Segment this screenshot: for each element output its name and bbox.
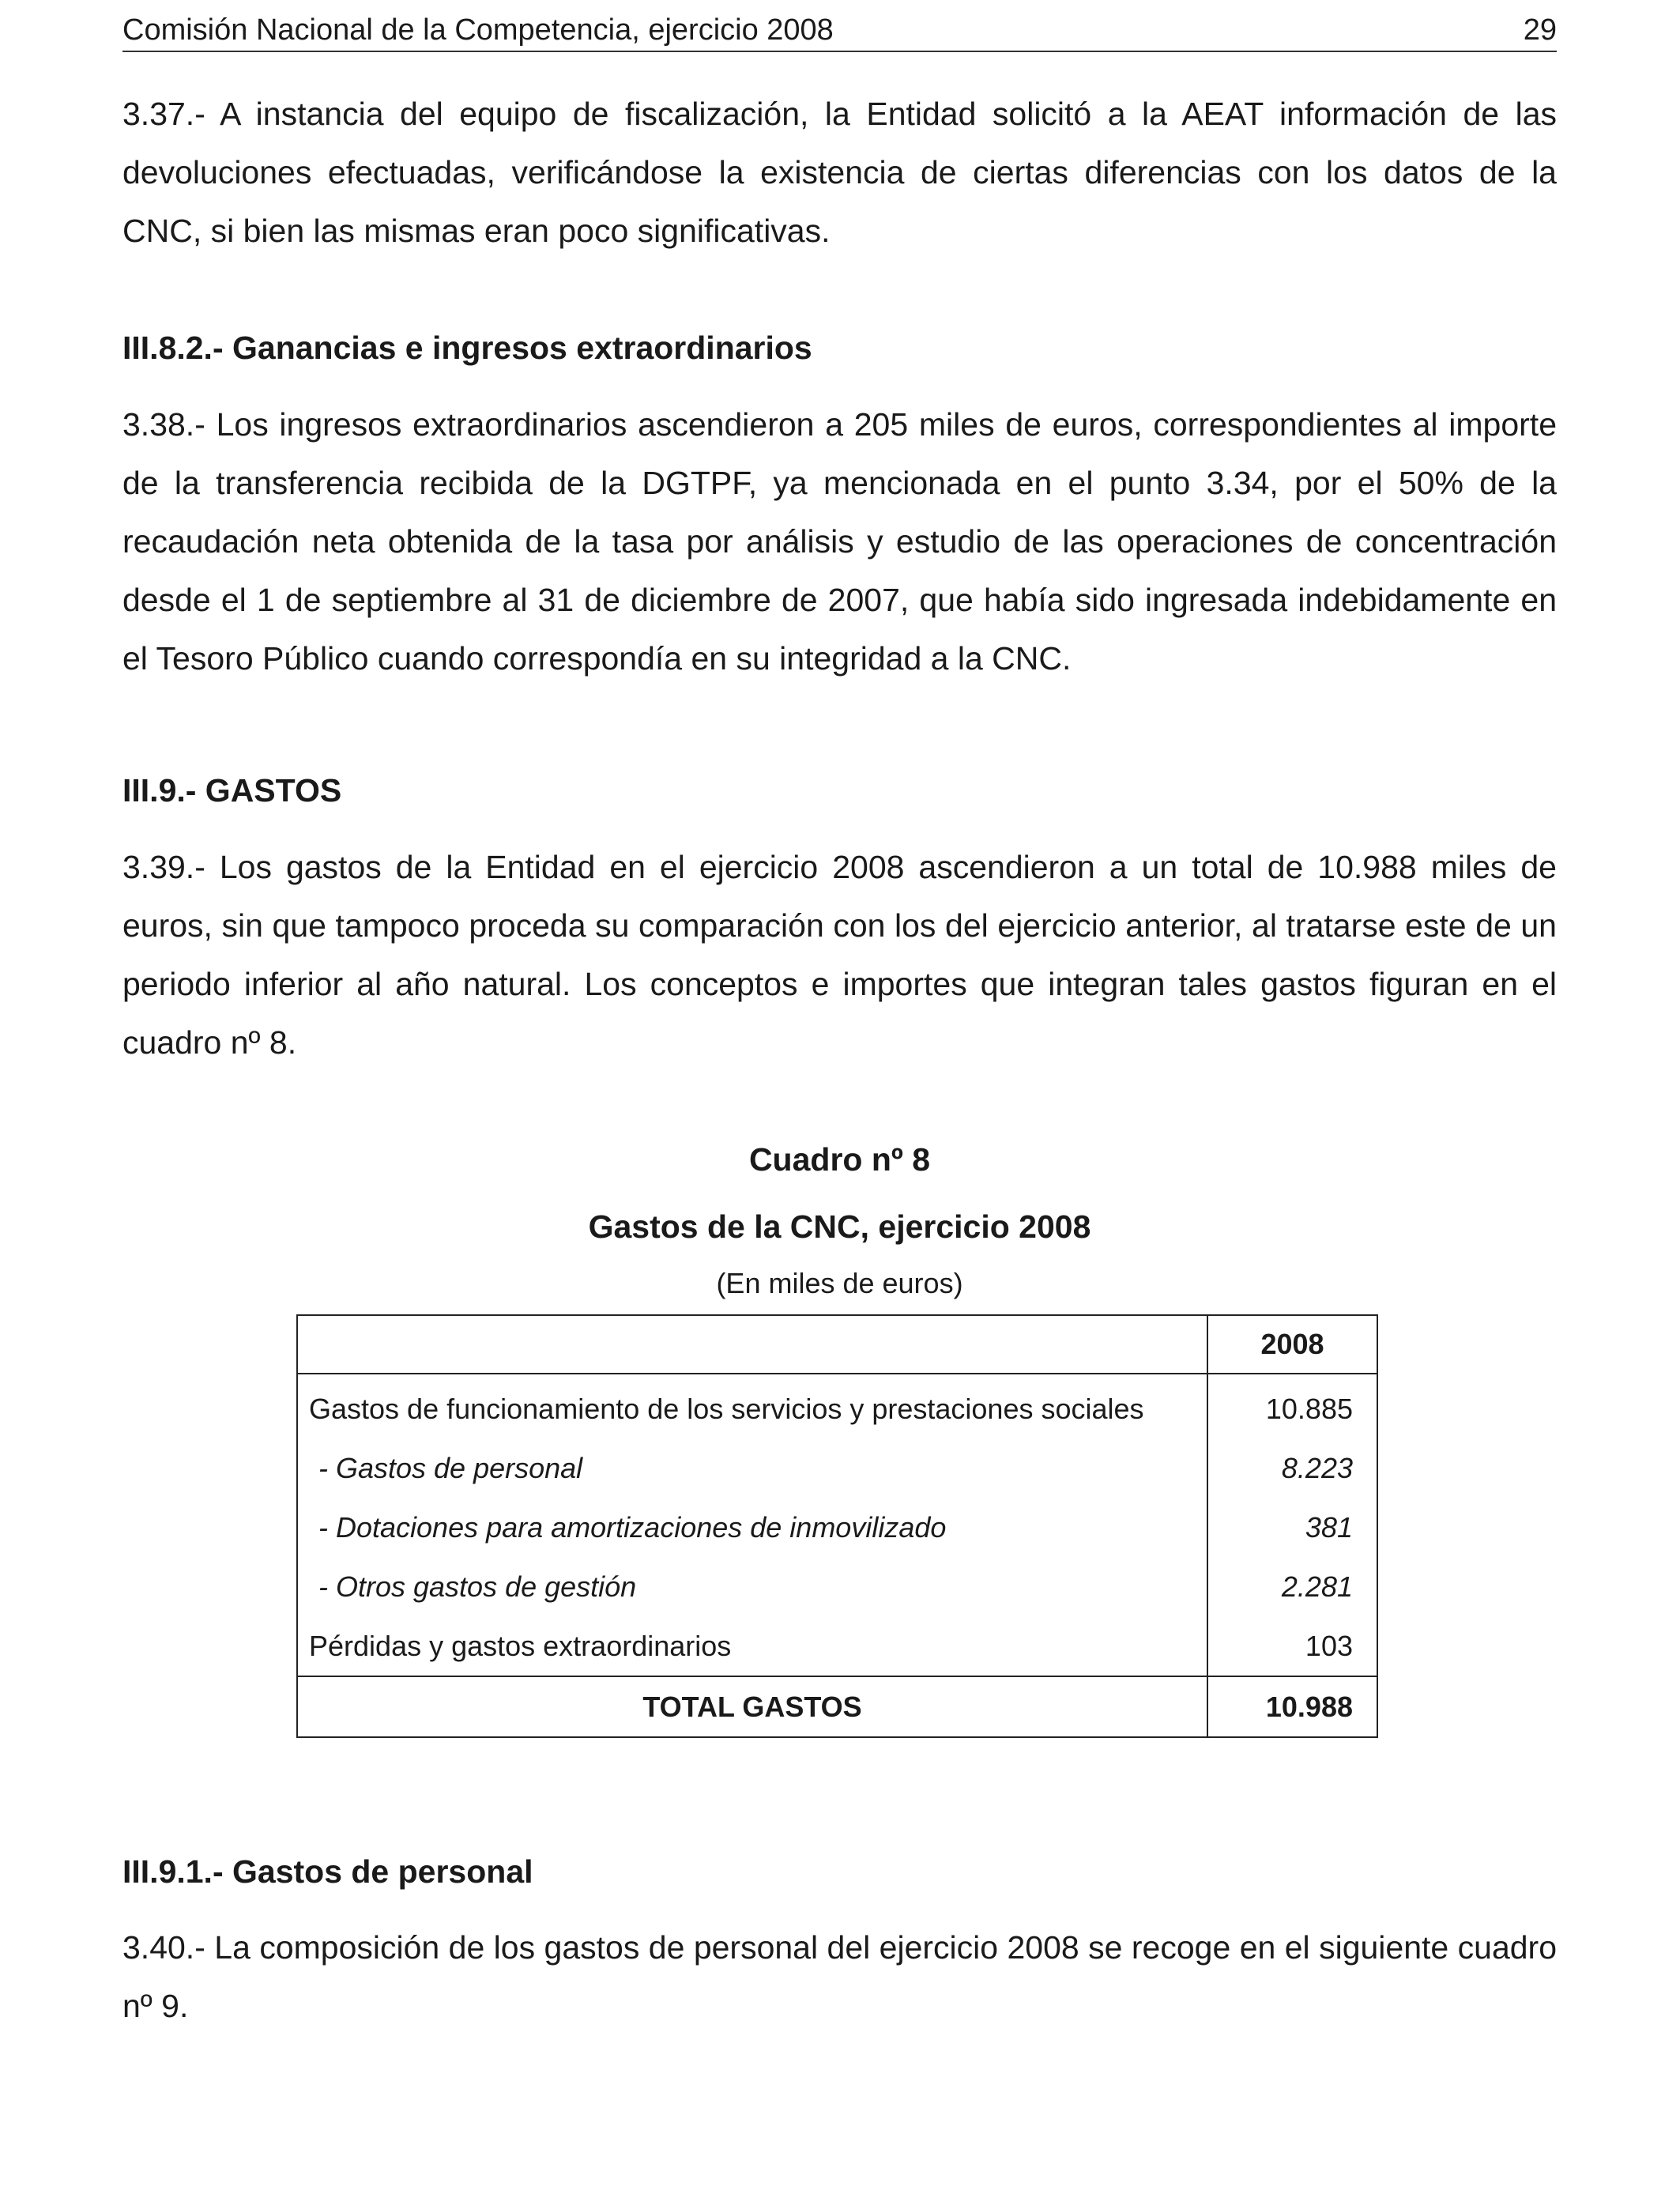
- row-value: 381: [1305, 1510, 1353, 1544]
- row-label: - Dotaciones para amortizaciones de inmovilizado: [297, 1498, 1207, 1557]
- paragraph-3-37: 3.37.- A instancia del equipo de fiscalización, la Entidad solicitó a la AEAT información de las devoluciones efectuadas, verificándose la existencia de ciertas diferencias con los datos de la CNC, si bien las mismas eran poco significativas.: [122, 96, 1557, 249]
- table-header-empty: [297, 1315, 1207, 1374]
- table-row: [297, 1374, 1377, 1438]
- table-row: [297, 1498, 1377, 1557]
- page-header: [122, 9, 1557, 52]
- page-number: 29: [1523, 13, 1557, 47]
- table-total-row: [297, 1676, 1377, 1737]
- heading-iii-9-1: III.9.1.- Gastos de personal: [122, 1853, 533, 1890]
- row-label: Pérdidas y gastos extraordinarios: [297, 1616, 1207, 1676]
- total-label: TOTAL GASTOS: [297, 1676, 1207, 1737]
- header-title: Comisión Nacional de la Competencia, ejercicio 2008: [122, 13, 834, 47]
- row-value: 103: [1305, 1629, 1353, 1662]
- heading-iii-8-2: III.8.2.- Ganancias e ingresos extraordinarios: [122, 330, 812, 366]
- paragraph-3-39: 3.39.- Los gastos de la Entidad en el ejercicio 2008 ascendieron a un total de 10.988 miles de euros, sin que tampoco proceda su comparación con los del ejercicio anterior, al tratarse este de un periodo inferior al año natural. Los conceptos e importes que integran tales gastos figuran en el cuadro nº 8.: [122, 849, 1557, 1061]
- table-unit: (En miles de euros): [716, 1267, 963, 1299]
- row-label: - Otros gastos de gestión: [297, 1557, 1207, 1616]
- table-subtitle: Gastos de la CNC, ejercicio 2008: [588, 1208, 1091, 1245]
- table-row: [297, 1616, 1377, 1676]
- paragraph-3-38: 3.38.- Los ingresos extraordinarios ascendieron a 205 miles de euros, correspondientes al importe de la transferencia recibida de la DGTPF, ya mencionada en el punto 3.34, por el 50% de la recaudación neta obtenida de la tasa por análisis y estudio de las operaciones de concentración desde el 1 de septiembre al 31 de diciembre de 2007, que había sido ingresada indebidamente en el Tesoro Público cuando correspondía en su integridad a la CNC.: [122, 406, 1557, 677]
- row-value: 8.223: [1281, 1451, 1353, 1484]
- table-row: [297, 1438, 1377, 1498]
- row-value: 10.885: [1265, 1392, 1353, 1425]
- total-value: 10.988: [1207, 1676, 1377, 1737]
- row-value: 2.281: [1281, 1570, 1353, 1603]
- row-label: Gastos de funcionamiento de los servicios y prestaciones sociales: [297, 1374, 1207, 1438]
- row-label: - Gastos de personal: [297, 1438, 1207, 1498]
- paragraph-3-40: 3.40.- La composición de los gastos de personal del ejercicio 2008 se recoge en el siguiente cuadro nº 9.: [122, 1929, 1557, 2024]
- table-header-year: 2008: [1207, 1315, 1377, 1374]
- expenses-table: [296, 1314, 1378, 1738]
- heading-iii-9: III.9.- GASTOS: [122, 772, 342, 809]
- table-title: Cuadro nº 8: [748, 1141, 931, 1178]
- table-row: [297, 1557, 1377, 1616]
- table-header-row: [297, 1315, 1377, 1374]
